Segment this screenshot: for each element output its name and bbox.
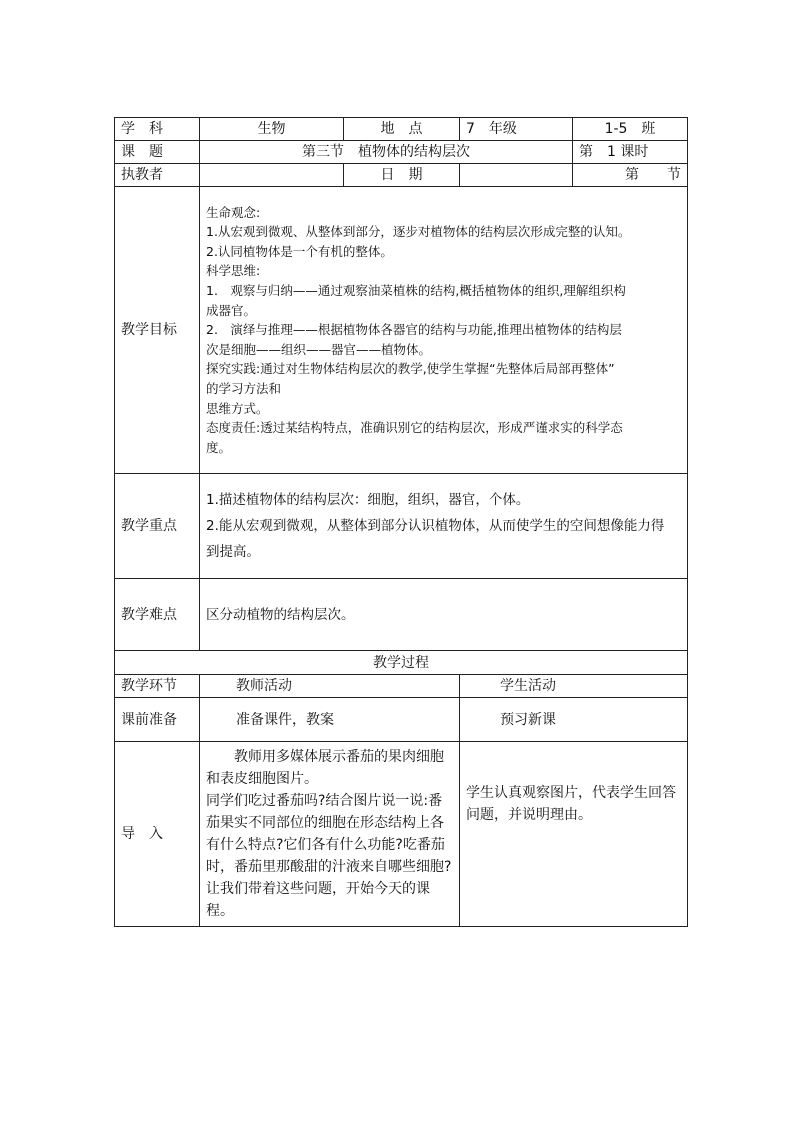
intro-teacher-line: 让我们带着这些问题，开始今天的课程。 xyxy=(206,881,430,919)
topic-value: 第三节 植物体的结构层次 xyxy=(200,141,573,164)
difficulty-content: 区分动植物的结构层次。 xyxy=(200,579,688,651)
student-column-header: 学生活动 xyxy=(460,675,688,698)
key-points-row xyxy=(115,474,688,579)
date-label: 日 期 xyxy=(344,164,460,187)
prep-row xyxy=(115,698,688,742)
intro-student-line: 学生认真观察图片，代表学生回答 xyxy=(466,785,676,801)
teacher-row xyxy=(115,164,688,187)
teacher-value xyxy=(200,164,344,187)
intro-teacher-line: 时，番茄里那酸甜的汁液来自哪些细胞? xyxy=(206,859,452,875)
difficulty-label: 教学难点 xyxy=(115,579,200,651)
objective-line: 生命观念: xyxy=(206,204,261,220)
objective-line: 1. 观察与归纳——通过观察油菜植株的结构,概括植物体的组织,理解组织构 xyxy=(206,283,626,299)
objective-line: 次是细胞——组织——器官——植物体。 xyxy=(206,341,432,357)
objective-line: 的学习方法和 xyxy=(206,380,282,396)
intro-stage: 导 入 xyxy=(115,742,200,927)
intro-teacher-line: 教师用多媒体展示番茄的果肉细胞 xyxy=(234,749,444,765)
objective-line: 成器官。 xyxy=(206,302,257,318)
key-point-line: 1.描述植物体的结构层次：细胞，组织，器官，个体。 xyxy=(206,492,530,508)
process-title: 教学过程 xyxy=(115,651,688,675)
grade-value: 7 年级 xyxy=(460,118,573,141)
key-points-label: 教学重点 xyxy=(115,474,200,579)
intro-teacher-line: 和表皮细胞图片。 xyxy=(206,771,318,787)
objective-line: 度。 xyxy=(206,439,232,455)
objective-line: 思维方式。 xyxy=(206,400,269,416)
date-value xyxy=(460,164,573,187)
key-point-line: 2.能从宏观到微观，从整体到部分认识植物体，从而使学生的空间想像能力得 xyxy=(206,518,665,534)
teacher-label: 执教者 xyxy=(115,164,200,187)
stage-column-header: 教学环节 xyxy=(115,675,200,698)
intro-student xyxy=(460,742,688,927)
intro-teacher-line: 茄果实不同部位的细胞在形态结构上各 xyxy=(206,815,444,831)
intro-teacher-line: 有什么特点?它们各有什么功能?吃番茄 xyxy=(206,837,445,853)
objectives-content xyxy=(200,187,688,474)
intro-student-line: 问题，并说明理由。 xyxy=(466,807,592,823)
objectives-row xyxy=(115,187,688,474)
process-header-row xyxy=(115,675,688,698)
difficulty-row xyxy=(115,579,688,651)
topic-row xyxy=(115,141,688,164)
prep-stage: 课前准备 xyxy=(115,698,200,742)
subject-row xyxy=(115,118,688,141)
objective-line: 态度责任:透过某结构特点，准确识别它的结构层次，形成严谨求实的科学态 xyxy=(206,420,623,436)
objective-line: 探究实践:通过对生物体结构层次的教学,使学生掌握“先整体后局部再整体” xyxy=(206,361,615,377)
section-value: 第 节 xyxy=(573,164,688,187)
objective-line: 科学思维: xyxy=(206,263,261,279)
objective-line: 2. 演绎与推理——根据植物体各器官的结构与功能,推理出植物体的结构层 xyxy=(206,322,622,338)
topic-label: 课 题 xyxy=(115,141,200,164)
objective-line: 2.认同植物体是一个有机的整体。 xyxy=(206,243,393,259)
intro-teacher xyxy=(200,742,460,927)
intro-teacher-line: 同学们吃过番茄吗?结合图片说一说:番 xyxy=(206,793,443,809)
location-label: 地 点 xyxy=(344,118,460,141)
teacher-column-header: 教师活动 xyxy=(200,675,460,698)
subject-value: 生物 xyxy=(200,118,344,141)
lesson-plan-table xyxy=(114,117,688,927)
class-range: 1-5 班 xyxy=(573,118,688,141)
subject-label: 学 科 xyxy=(115,118,200,141)
intro-row xyxy=(115,742,688,927)
key-points-content xyxy=(200,474,688,579)
objective-line: 1.从宏观到微观、从整体到部分，逐步对植物体的结构层次形成完整的认知。 xyxy=(206,224,631,240)
key-point-line: 到提高。 xyxy=(206,544,260,560)
process-title-row xyxy=(115,651,688,675)
prep-student: 预习新课 xyxy=(460,698,688,742)
period-value: 第 1 课时 xyxy=(573,141,688,164)
objectives-label: 教学目标 xyxy=(115,187,200,474)
prep-teacher: 准备课件，教案 xyxy=(200,698,460,742)
